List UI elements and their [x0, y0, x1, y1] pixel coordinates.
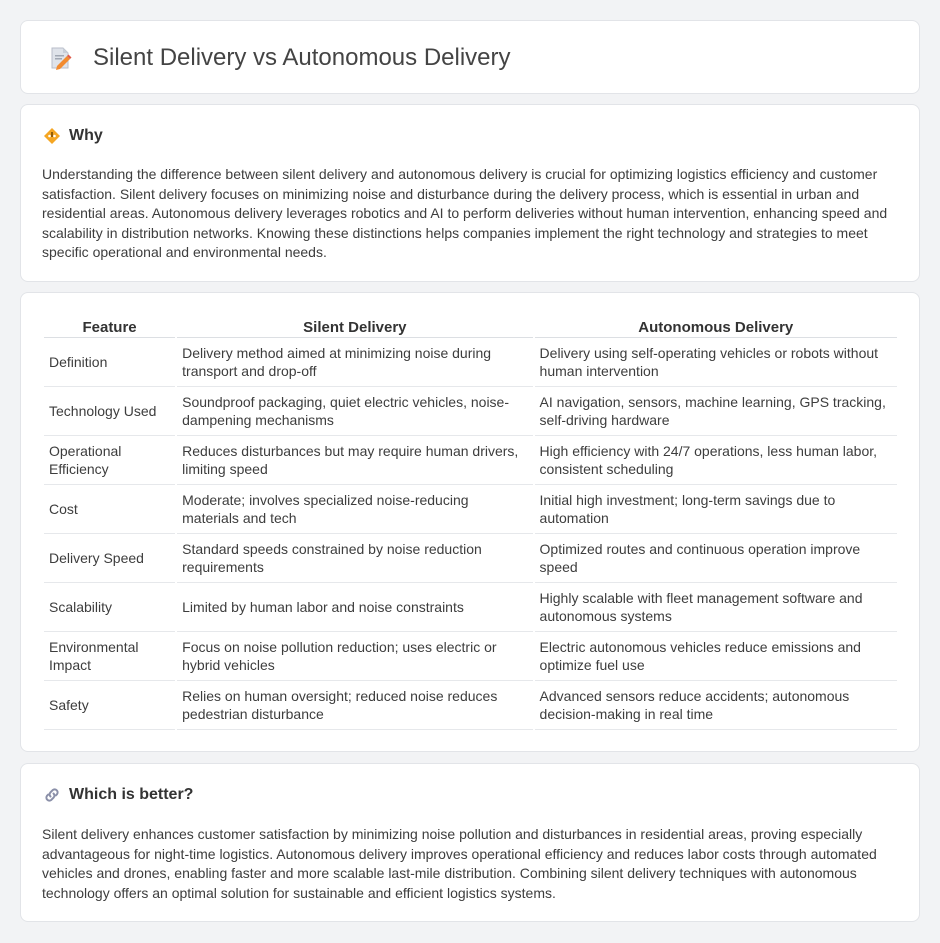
autonomous-cell: Optimized routes and continuous operation improve speed: [535, 534, 897, 583]
why-card: [20, 104, 920, 282]
link-icon: [43, 786, 61, 804]
autonomous-cell: Initial high investment; long-term savings due to automation: [535, 485, 897, 534]
autonomous-cell: High efficiency with 24/7 operations, less human labor, consistent scheduling: [535, 436, 897, 485]
feature-cell: Safety: [44, 681, 175, 730]
why-text: Understanding the difference between silent delivery and autonomous delivery is crucial for optimizing logistics efficiency and customer satisfaction. Silent delivery focuses on minimizing noise and disturbance during the delivery process, which is essential in urban and residential areas. Autonomous delivery leverages robotics and AI to perform deliveries without human intervention, enhancing speed and scalability in distribution networks. Knowing these distinctions helps companies implement the right technology and strategies to meet specific operational and environmental needs.: [42, 166, 888, 261]
table-row: [44, 534, 897, 583]
table-row: [44, 583, 897, 632]
better-text: Silent delivery enhances customer satisfaction by minimizing noise pollution and disturbances in residential areas, proving especially advantageous for night-time logistics. Autonomous delivery improves operational efficiency and reduces labor costs through automated vehicles and drones, enabling faster and more scalable last-mile distribution. Combining silent delivery techniques with autonomous technology offers an optimal solution for sustainable and efficient logistics systems.: [42, 826, 877, 901]
table-row: [44, 485, 897, 534]
table-row: [44, 436, 897, 485]
comparison-card: [20, 292, 920, 752]
diamond-warning-icon: [43, 127, 61, 145]
silent-cell: Reduces disturbances but may require human drivers, limiting speed: [177, 436, 532, 485]
feature-cell: Technology Used: [44, 387, 175, 436]
which-better-card: [20, 763, 920, 922]
silent-cell: Delivery method aimed at minimizing noise during transport and drop-off: [177, 338, 532, 387]
why-header: [43, 127, 103, 145]
silent-cell: Relies on human oversight; reduced noise reduces pedestrian disturbance: [177, 681, 532, 730]
feature-cell: Environmental Impact: [44, 632, 175, 681]
header-feature: Feature: [44, 315, 175, 338]
autonomous-cell: Delivery using self-operating vehicles or robots without human intervention: [535, 338, 897, 387]
feature-cell: Definition: [44, 338, 175, 387]
silent-cell: Soundproof packaging, quiet electric vehicles, noise-dampening mechanisms: [177, 387, 532, 436]
header-autonomous-delivery: Autonomous Delivery: [535, 315, 897, 338]
autonomous-cell: Highly scalable with fleet management software and autonomous systems: [535, 583, 897, 632]
table-row: [44, 338, 897, 387]
document-pencil-icon: [47, 45, 73, 71]
page-title: Silent Delivery vs Autonomous Delivery: [93, 44, 511, 71]
feature-cell: Delivery Speed: [44, 534, 175, 583]
table-row: [44, 387, 897, 436]
table-row: [44, 632, 897, 681]
silent-cell: Standard speeds constrained by noise reduction requirements: [177, 534, 532, 583]
table-header-row: [44, 315, 897, 338]
silent-cell: Limited by human labor and noise constraints: [177, 583, 532, 632]
autonomous-cell: Electric autonomous vehicles reduce emissions and optimize fuel use: [535, 632, 897, 681]
feature-cell: Scalability: [44, 583, 175, 632]
feature-cell: Operational Efficiency: [44, 436, 175, 485]
title-row: [47, 44, 511, 72]
silent-cell: Focus on noise pollution reduction; uses electric or hybrid vehicles: [177, 632, 532, 681]
autonomous-cell: AI navigation, sensors, machine learning, GPS tracking, self-driving hardware: [535, 387, 897, 436]
feature-cell: Cost: [44, 485, 175, 534]
table-row: [44, 681, 897, 730]
header-silent-delivery: Silent Delivery: [177, 315, 532, 338]
header-card: [20, 20, 920, 94]
silent-cell: Moderate; involves specialized noise-reducing materials and tech: [177, 485, 532, 534]
better-header: [43, 786, 193, 804]
autonomous-cell: Advanced sensors reduce accidents; autonomous decision-making in real time: [535, 681, 897, 730]
better-title: Which is better?: [69, 786, 194, 803]
why-title: Why: [69, 127, 103, 144]
comparison-table: [42, 315, 899, 730]
